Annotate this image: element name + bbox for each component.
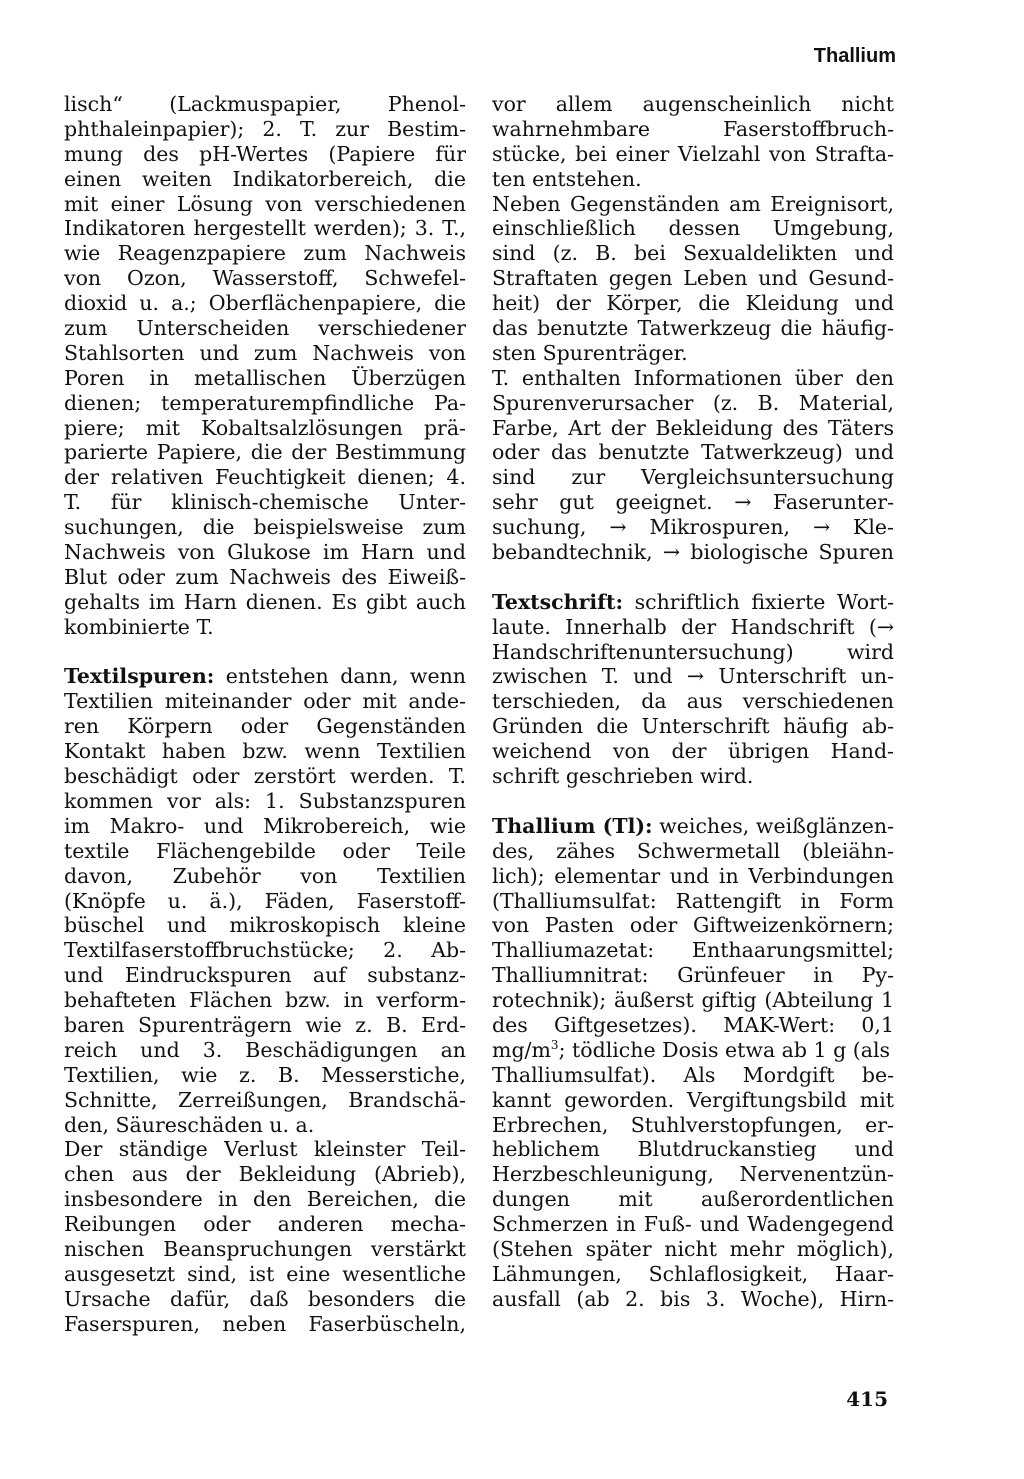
text-line: des, zähes Schwermetall (bleiähn- [492, 838, 894, 863]
text-line: Der ständige Verlust kleinster Teil- [64, 1137, 466, 1162]
text-line: Nachweis von Glukose im Harn und [64, 540, 466, 565]
text-line: Textschrift: schriftlich fixierte Wort- [492, 589, 894, 614]
text-line: phthaleinpapier); 2. T. zur Bestim- [64, 116, 466, 141]
text-line: reich und 3. Beschädigungen an [64, 1037, 466, 1062]
text-line: Textilfaserstoffbruchstücke; 2. Ab- [64, 938, 466, 963]
text-line: vor allem augenscheinlich nicht [492, 92, 894, 116]
text-line: oder das benutzte Tatwerkzeug) und [492, 440, 894, 465]
text-line: sehr gut geeignet. → Faserunter- [492, 490, 894, 515]
text-line: nischen Beanspruchungen verstärkt [64, 1236, 466, 1261]
text-line: ausgesetzt sind, ist eine wesentliche [64, 1261, 466, 1286]
text-line: Textilien, wie z. B. Messerstiche, [64, 1062, 466, 1087]
text-line: Thallium (Tl): weiches, weißglänzen- [492, 813, 894, 838]
text-line: dioxid u. a.; Oberflächenpapiere, die [64, 291, 466, 316]
text-line: sind zur Vergleichsuntersuchung [492, 465, 894, 490]
right-column [492, 92, 894, 1312]
text-line: Erbrechen, Stuhlverstopfungen, er- [492, 1112, 894, 1137]
text-line: Gründen die Unterschrift häufig ab- [492, 714, 894, 739]
text-line: sten Spurenträger. [492, 340, 688, 365]
text-line: Stahlsorten und zum Nachweis von [64, 340, 466, 365]
text-line: das benutzte Tatwerkzeug die häufig- [492, 316, 894, 341]
text-line: ten entstehen. [492, 166, 642, 191]
text-line: schrift geschrieben wird. [492, 764, 754, 789]
text-line: im Makro- und Mikrobereich, wie [64, 813, 466, 838]
text-line: bebandtechnik, → biologische Spuren [492, 540, 894, 565]
paragraph-gap [64, 640, 466, 665]
text-line: rotechnik); äußerst giftig (Abteilung 1 [492, 988, 894, 1013]
text-line: davon, Zubehör von Textilien [64, 863, 466, 888]
text-line: T. enthalten Informationen über den [492, 365, 894, 390]
text-line: ren Körpern oder Gegenständen [64, 714, 466, 739]
text-line: Lähmungen, Schlaflosigkeit, Haar- [492, 1261, 894, 1286]
text-line: den, Säureschäden u. a. [64, 1112, 315, 1137]
text-line: lich); elementar und in Verbindungen [492, 863, 894, 888]
unit-continuation: ; tödliche Dosis etwa ab 1 g (als [558, 1037, 891, 1062]
entry-term: Thallium (Tl): [492, 813, 653, 838]
text-line: suchungen, die beispielsweise zum [64, 515, 466, 540]
text-line: von Pasten oder Giftweizenkörnern; [492, 913, 894, 938]
unit-text: mg/m [492, 1037, 551, 1062]
text-line: Schmerzen in Fuß- und Wadengegend [492, 1212, 894, 1237]
text-line: terschieden, da aus verschiedenen [492, 689, 894, 714]
paragraph-gap [492, 789, 894, 814]
text-line: Blut oder zum Nachweis des Eiweiß- [64, 564, 466, 589]
text-line: Neben Gegenständen am Ereignisort, [492, 191, 894, 216]
text-line: lisch“ (Lackmuspapier, Phenol- [64, 92, 466, 116]
text-line: wie Reagenzpapiere zum Nachweis [64, 241, 466, 266]
text-line: mung des pH-Wertes (Papiere für [64, 141, 466, 166]
text-line: T. für klinisch-chemische Unter- [64, 490, 466, 515]
text-line: Indikatoren hergestellt werden); 3. T., [64, 216, 466, 241]
text-line: und Eindruckspuren auf substanz- [64, 963, 466, 988]
text-line: kombinierte T. [64, 614, 214, 639]
text-line: behafteten Flächen bzw. in verform- [64, 988, 466, 1013]
text-line: stücke, bei einer Vielzahl von Strafta- [492, 141, 894, 166]
text-line: Herzbeschleunigung, Nervenentzün- [492, 1162, 894, 1187]
text-line: piere; mit Kobaltsalzlösungen prä- [64, 415, 466, 440]
text-line: Thalliumnitrat: Grünfeuer in Py- [492, 963, 894, 988]
text-line: weichend von der übrigen Hand- [492, 739, 894, 764]
text-line: dungen mit außerordentlichen [492, 1187, 894, 1212]
text-line-unit [492, 1038, 894, 1063]
text-line: insbesondere in den Bereichen, die [64, 1187, 466, 1212]
text-line: (Stehen später nicht mehr möglich), [492, 1236, 894, 1261]
text-line: mit einer Lösung von verschiedenen [64, 191, 466, 216]
entry-term: Textschrift: [492, 589, 624, 614]
text-line: Textilien miteinander oder mit ande- [64, 689, 466, 714]
entry-textilspuren [64, 664, 466, 689]
text-line: Handschriftenuntersuchung) wird [492, 639, 894, 664]
text-line: zwischen T. und → Unterschrift un- [492, 664, 894, 689]
text-line: Reibungen oder anderen mecha- [64, 1212, 466, 1237]
text-line: Kontakt haben bzw. wenn Textilien [64, 739, 466, 764]
text-line: einschließlich dessen Umgebung, [492, 216, 894, 241]
text-line: gehalts im Harn dienen. Es gibt auch [64, 589, 466, 614]
entry-text: entstehen dann, wenn [214, 664, 466, 689]
text-line: wahrnehmbare Faserstoffbruch- [492, 116, 894, 141]
text-line: (Thalliumsulfat: Rattengift in Form [492, 888, 894, 913]
text-line: textile Flächengebilde oder Teile [64, 838, 466, 863]
text-line: Poren in metallischen Überzügen [64, 365, 466, 390]
text-line: der relativen Feuchtigkeit dienen; 4. [64, 465, 466, 490]
text-line: heit) der Körper, die Kleidung und [492, 291, 894, 316]
text-line: heblichem Blutdruckanstieg und [492, 1137, 894, 1162]
superscript: 3 [550, 1037, 559, 1052]
text-line: Schnitte, Zerreißungen, Brandschä- [64, 1087, 466, 1112]
left-column [64, 92, 466, 1337]
text-line: Spurenverursacher (z. B. Material, [492, 390, 894, 415]
text-line: sind (z. B. bei Sexualdelikten und [492, 241, 894, 266]
text-line: Faserspuren, neben Faserbüscheln, [64, 1311, 466, 1336]
text-line: dienen; temperaturempfindliche Pa- [64, 390, 466, 415]
entry-term: Textilspuren: [64, 664, 215, 689]
paragraph-gap [492, 565, 894, 590]
text-line: des Giftgesetzes). MAK-Wert: 0,1 [492, 1012, 894, 1037]
text-line: Ursache dafür, daß besonders die [64, 1286, 466, 1311]
text-line: Thalliumsulfat). Als Mordgift be- [492, 1062, 894, 1087]
text-line: laute. Innerhalb der Handschrift (→ [492, 614, 894, 639]
text-line: parierte Papiere, die der Bestimmung [64, 440, 466, 465]
text-line: kannt geworden. Vergiftungsbild mit [492, 1087, 894, 1112]
text-line: Thalliumazetat: Enthaarungsmittel; [492, 938, 894, 963]
text-line: zum Unterscheiden verschiedener [64, 316, 466, 341]
text-line: baren Spurenträgern wie z. B. Erd- [64, 1012, 466, 1037]
text-line: büschel und mikroskopisch kleine [64, 913, 466, 938]
text-line: von Ozon, Wasserstoff, Schwefel- [64, 266, 466, 291]
text-line: (Knöpfe u. ä.), Fäden, Faserstoff- [64, 888, 466, 913]
running-header: Thallium [813, 45, 896, 67]
text-line: ausfall (ab 2. bis 3. Woche), Hirn- [492, 1286, 894, 1311]
text-line: einen weiten Indikatorbereich, die [64, 166, 466, 191]
text-line: Farbe, Art der Bekleidung des Täters [492, 415, 894, 440]
page-number: 415 [846, 1387, 888, 1411]
text-line: kommen vor als: 1. Substanzspuren [64, 788, 466, 813]
text-line: chen aus der Bekleidung (Abrieb), [64, 1162, 466, 1187]
text-line: suchung, → Mikrospuren, → Kle- [492, 515, 894, 540]
text-line: Straftaten gegen Leben und Gesund- [492, 266, 894, 291]
text-line: beschädigt oder zerstört werden. T. [64, 764, 466, 789]
